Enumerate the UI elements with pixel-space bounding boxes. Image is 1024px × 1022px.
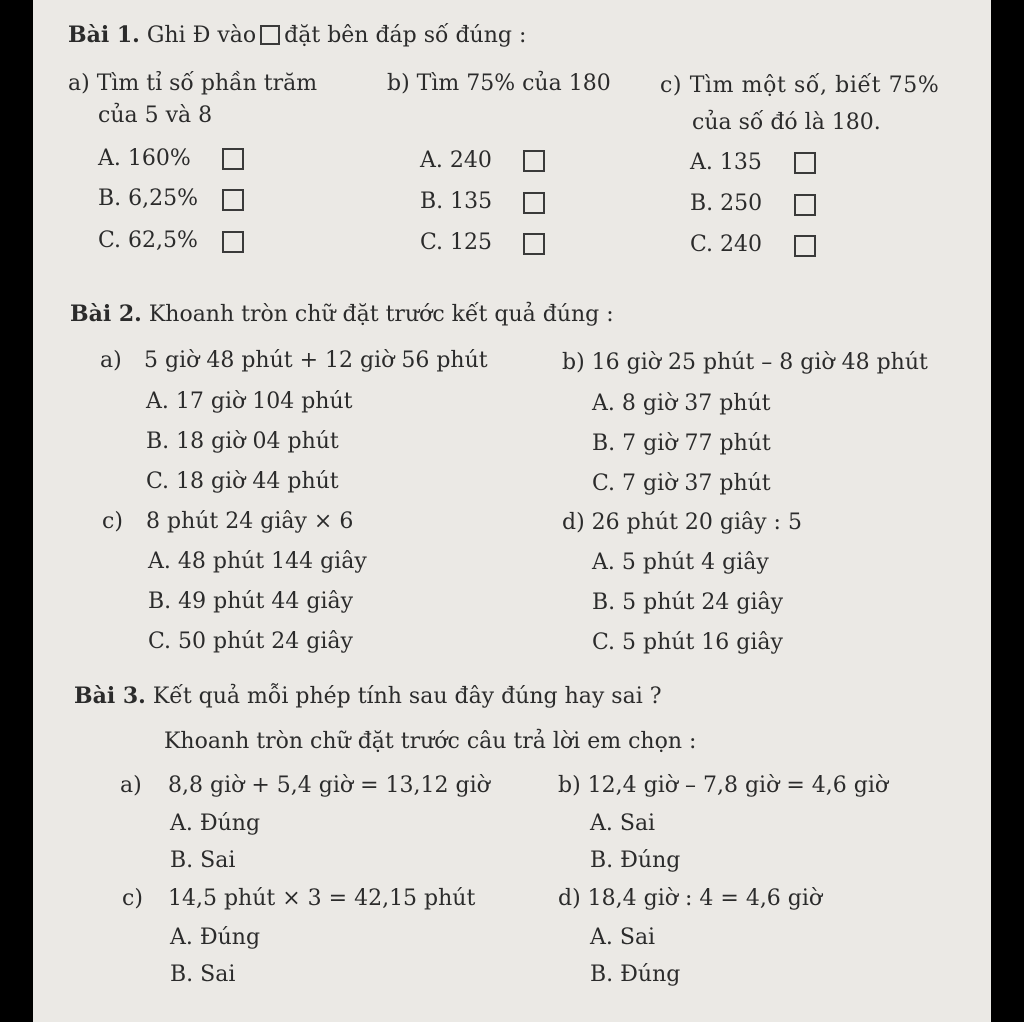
bai1-c-question-cont: của số đó là 180. <box>692 110 881 135</box>
bai2-instr: Khoanh tròn chữ đặt trước kết quả đúng : <box>148 302 614 327</box>
bai1-a-question: a) Tìm tỉ số phần trăm <box>68 71 318 96</box>
bai3-c-option-b[interactable]: B. Sai <box>170 962 236 987</box>
bai3-d-option-a[interactable]: A. Sai <box>590 925 656 950</box>
bai2-heading <box>70 301 614 328</box>
bai3-label: Bài 3. <box>74 683 146 709</box>
bai3-a-tag: a) <box>120 773 142 798</box>
bai1-a-option-b: B. 6,25% <box>98 186 199 211</box>
bai3-c-question: 14,5 phút × 3 = 42,15 phút <box>168 886 476 911</box>
bai2-c-option-b[interactable]: B. 49 phút 44 giây <box>148 589 354 614</box>
bai1-a-option-c-box[interactable] <box>222 231 244 253</box>
bai3-c-option-a[interactable]: A. Đúng <box>170 925 261 950</box>
bai2-b-option-c[interactable]: C. 7 giờ 37 phút <box>592 471 771 496</box>
bai3-a-question: 8,8 giờ + 5,4 giờ = 13,12 giờ <box>168 773 490 798</box>
bai3-b-question: b) 12,4 giờ – 7,8 giờ = 4,6 giờ <box>558 773 889 798</box>
bai2-d-option-c[interactable]: C. 5 phút 16 giây <box>592 630 783 655</box>
answer-box-icon <box>260 25 280 45</box>
bai3-d-question: d) 18,4 giờ : 4 = 4,6 giờ <box>558 886 823 911</box>
bai2-a-option-c[interactable]: C. 18 giờ 44 phút <box>146 469 339 494</box>
bai2-d-option-b[interactable]: B. 5 phút 24 giây <box>592 590 784 615</box>
bai1-b-option-a: A. 240 <box>420 148 492 173</box>
bai1-c-option-a-box[interactable] <box>794 152 816 174</box>
bai1-a-option-b-box[interactable] <box>222 189 244 211</box>
bai1-a-option-a-box[interactable] <box>222 148 244 170</box>
bai2-b-question: b) 16 giờ 25 phút – 8 giờ 48 phút <box>562 350 928 375</box>
bai3-b-option-a[interactable]: A. Sai <box>590 811 656 836</box>
bai2-d-option-a[interactable]: A. 5 phút 4 giây <box>592 550 769 575</box>
bai2-a-tag: a) <box>100 348 122 373</box>
bai1-instr-post: đặt bên đáp số đúng : <box>284 23 527 48</box>
bai2-a-option-b[interactable]: B. 18 giờ 04 phút <box>146 429 339 454</box>
bai2-d-question: d) 26 phút 20 giây : 5 <box>562 510 802 535</box>
bai1-c-question: c) Tìm một số, biết 75% <box>660 73 940 98</box>
bai1-b-option-c-box[interactable] <box>523 233 545 255</box>
bai1-instr-pre: Ghi Đ vào <box>146 23 257 48</box>
bai1-b-option-b-box[interactable] <box>523 192 545 214</box>
bai2-c-question: 8 phút 24 giây × 6 <box>146 509 354 534</box>
bai3-instr: Kết quả mỗi phép tính sau đây đúng hay sai ? <box>152 684 662 709</box>
bai1-a-option-c: C. 62,5% <box>98 228 198 253</box>
bai2-a-question: 5 giờ 48 phút + 12 giờ 56 phút <box>144 348 488 373</box>
bai1-b-option-c: C. 125 <box>420 230 493 255</box>
bai1-c-option-b-box[interactable] <box>794 194 816 216</box>
bai3-a-option-b[interactable]: B. Sai <box>170 848 236 873</box>
bai3-d-option-b[interactable]: B. Đúng <box>590 962 681 987</box>
bai1-a-question-cont: của 5 và 8 <box>98 103 213 128</box>
bai2-c-tag: c) <box>102 509 123 534</box>
bai1-c-option-c: C. 240 <box>690 232 763 257</box>
bai3-heading <box>74 683 662 710</box>
bai1-c-option-a: A. 135 <box>690 150 762 175</box>
bai1-label: Bài 1. <box>68 22 140 48</box>
bai1-c-option-c-box[interactable] <box>794 235 816 257</box>
bai1-b-option-a-box[interactable] <box>523 150 545 172</box>
bai3-a-option-a[interactable]: A. Đúng <box>170 811 261 836</box>
bai2-b-option-b[interactable]: B. 7 giờ 77 phút <box>592 431 771 456</box>
bai2-b-option-a[interactable]: A. 8 giờ 37 phút <box>592 391 771 416</box>
bai1-a-option-a: A. 160% <box>98 146 191 171</box>
bai1-b-option-b: B. 135 <box>420 189 493 214</box>
bai3-b-option-b[interactable]: B. Đúng <box>590 848 681 873</box>
bai2-c-option-a[interactable]: A. 48 phút 144 giây <box>148 549 367 574</box>
bai2-label: Bài 2. <box>70 301 142 327</box>
bai2-c-option-c[interactable]: C. 50 phút 24 giây <box>148 629 353 654</box>
bai3-instr-2: Khoanh tròn chữ đặt trước câu trả lời em chọn : <box>164 729 697 754</box>
bai2-a-option-a[interactable]: A. 17 giờ 104 phút <box>146 389 353 414</box>
bai1-b-question: b) Tìm 75% của 180 <box>387 71 611 96</box>
bai3-c-tag: c) <box>122 886 143 911</box>
bai1-c-option-b: B. 250 <box>690 191 763 216</box>
bai1-heading <box>68 22 526 49</box>
